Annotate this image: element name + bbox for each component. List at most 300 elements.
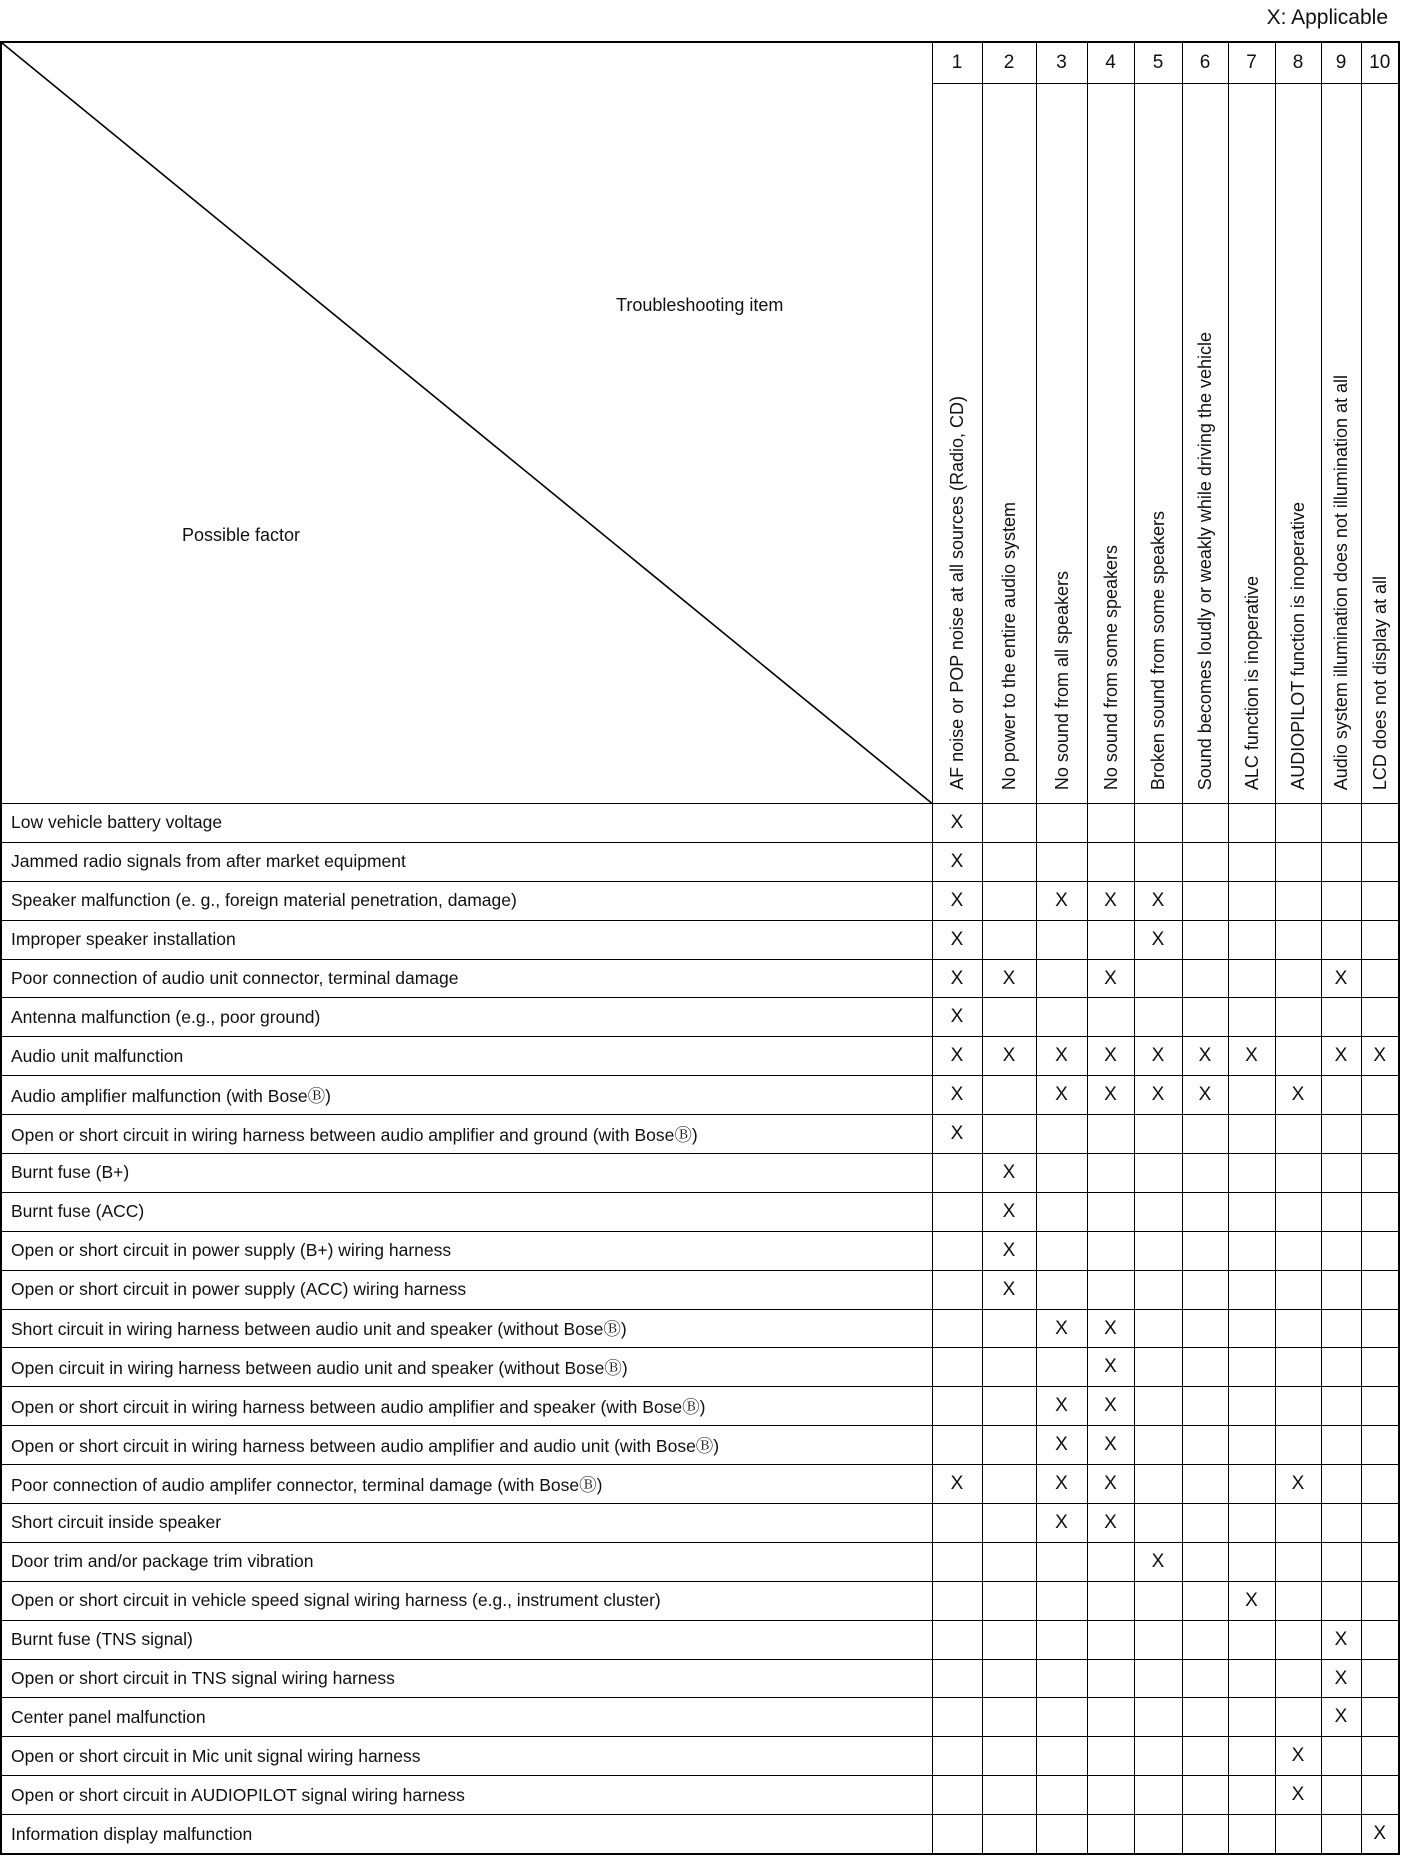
empty-cell xyxy=(1228,1426,1275,1465)
empty-cell xyxy=(1036,1581,1087,1620)
possible-factor-label: Possible factor xyxy=(182,525,301,545)
applicable-mark: X xyxy=(982,1154,1036,1193)
empty-cell xyxy=(1321,1815,1361,1854)
table-row xyxy=(1,842,1399,881)
empty-cell xyxy=(1182,959,1228,998)
empty-cell xyxy=(1087,1815,1134,1854)
factor-cell: Short circuit in wiring harness between audio unit and speaker (without BoseⒷ) xyxy=(1,1309,932,1348)
applicable-mark: X xyxy=(1036,881,1087,920)
empty-cell xyxy=(1321,1076,1361,1115)
applicable-mark: X xyxy=(982,1192,1036,1231)
empty-cell xyxy=(932,1426,982,1465)
column-number: 5 xyxy=(1134,42,1182,84)
empty-cell xyxy=(1228,1542,1275,1581)
table-row xyxy=(1,1115,1399,1154)
empty-cell xyxy=(1036,1270,1087,1309)
applicable-mark: X xyxy=(1134,1542,1182,1581)
factor-cell: Door trim and/or package trim vibration xyxy=(1,1542,932,1581)
empty-cell xyxy=(1361,1348,1399,1387)
empty-cell xyxy=(932,1231,982,1270)
empty-cell xyxy=(1361,1776,1399,1815)
column-header-label: Sound becomes loudly or weakly while driving the vehicle xyxy=(1195,331,1215,790)
empty-cell xyxy=(1134,1698,1182,1737)
empty-cell xyxy=(1228,998,1275,1037)
table-row xyxy=(1,1309,1399,1348)
corner-header xyxy=(1,42,932,804)
applicable-mark: X xyxy=(932,959,982,998)
empty-cell xyxy=(1182,1270,1228,1309)
table-row xyxy=(1,1504,1399,1543)
empty-cell xyxy=(1361,1659,1399,1698)
empty-cell xyxy=(1087,1270,1134,1309)
applicable-mark: X xyxy=(982,1037,1036,1076)
applicable-mark: X xyxy=(1321,1620,1361,1659)
empty-cell xyxy=(1134,1270,1182,1309)
empty-cell xyxy=(982,1387,1036,1426)
empty-cell xyxy=(1228,1076,1275,1115)
empty-cell xyxy=(1182,1698,1228,1737)
empty-cell xyxy=(932,1504,982,1543)
factor-cell: Burnt fuse (ACC) xyxy=(1,1192,932,1231)
empty-cell xyxy=(1228,1659,1275,1698)
empty-cell xyxy=(1321,1115,1361,1154)
empty-cell xyxy=(1036,998,1087,1037)
table-row xyxy=(1,1387,1399,1426)
empty-cell xyxy=(1182,1154,1228,1193)
empty-cell xyxy=(1134,804,1182,843)
empty-cell xyxy=(1228,1620,1275,1659)
column-header-label: LCD does not display at all xyxy=(1369,575,1390,790)
empty-cell xyxy=(1275,1659,1321,1698)
applicable-mark: X xyxy=(932,842,982,881)
column-header xyxy=(1361,84,1399,804)
empty-cell xyxy=(1182,842,1228,881)
empty-cell xyxy=(982,1309,1036,1348)
empty-cell xyxy=(932,1154,982,1193)
table-row xyxy=(1,1581,1399,1620)
empty-cell xyxy=(1036,1542,1087,1581)
factor-cell: Audio unit malfunction xyxy=(1,1037,932,1076)
empty-cell xyxy=(1182,804,1228,843)
applicable-mark: X xyxy=(1275,1076,1321,1115)
empty-cell xyxy=(1036,804,1087,843)
empty-cell xyxy=(1361,842,1399,881)
empty-cell xyxy=(1134,842,1182,881)
empty-cell xyxy=(1321,804,1361,843)
empty-cell xyxy=(1228,1231,1275,1270)
factor-cell: Center panel malfunction xyxy=(1,1698,932,1737)
applicable-mark: X xyxy=(1134,1076,1182,1115)
column-header xyxy=(1275,84,1321,804)
applicable-mark: X xyxy=(1275,1465,1321,1504)
column-header-label: No sound from some speakers xyxy=(1100,544,1121,790)
empty-cell xyxy=(1361,1542,1399,1581)
empty-cell xyxy=(1275,1815,1321,1854)
empty-cell xyxy=(932,1581,982,1620)
empty-cell xyxy=(1036,959,1087,998)
empty-cell xyxy=(1134,1426,1182,1465)
empty-cell xyxy=(932,1620,982,1659)
empty-cell xyxy=(1321,881,1361,920)
applicable-mark: X xyxy=(932,1037,982,1076)
empty-cell xyxy=(1134,1581,1182,1620)
column-number: 7 xyxy=(1228,42,1275,84)
table-row xyxy=(1,1192,1399,1231)
empty-cell xyxy=(1036,1192,1087,1231)
empty-cell xyxy=(1361,1465,1399,1504)
table-row xyxy=(1,1076,1399,1115)
empty-cell xyxy=(1275,1504,1321,1543)
empty-cell xyxy=(1275,1231,1321,1270)
table-row xyxy=(1,1270,1399,1309)
applicable-mark: X xyxy=(1087,1465,1134,1504)
empty-cell xyxy=(982,1620,1036,1659)
empty-cell xyxy=(1321,1154,1361,1193)
empty-cell xyxy=(1275,842,1321,881)
empty-cell xyxy=(1275,1698,1321,1737)
empty-cell xyxy=(1275,1387,1321,1426)
factor-cell: Jammed radio signals from after market equipment xyxy=(1,842,932,881)
factor-cell: Burnt fuse (B+) xyxy=(1,1154,932,1193)
applicable-mark: X xyxy=(1087,1037,1134,1076)
applicable-mark: X xyxy=(932,804,982,843)
factor-cell: Open or short circuit in wiring harness between audio amplifier and audio unit (with BoseⒷ) xyxy=(1,1426,932,1465)
empty-cell xyxy=(1361,1154,1399,1193)
empty-cell xyxy=(1228,1504,1275,1543)
empty-cell xyxy=(1361,1387,1399,1426)
applicable-mark: X xyxy=(1321,1037,1361,1076)
applicable-mark: X xyxy=(1134,920,1182,959)
table-row xyxy=(1,1737,1399,1776)
legend-applicable: X: Applicable xyxy=(1266,6,1388,29)
applicable-mark: X xyxy=(982,1231,1036,1270)
empty-cell xyxy=(1134,1815,1182,1854)
empty-cell xyxy=(932,1348,982,1387)
empty-cell xyxy=(1228,1387,1275,1426)
empty-cell xyxy=(1134,1348,1182,1387)
empty-cell xyxy=(1182,1465,1228,1504)
empty-cell xyxy=(1361,1620,1399,1659)
factor-cell: Open or short circuit in power supply (B+) wiring harness xyxy=(1,1231,932,1270)
applicable-mark: X xyxy=(1036,1504,1087,1543)
empty-cell xyxy=(1087,1698,1134,1737)
empty-cell xyxy=(1036,1620,1087,1659)
column-number-row xyxy=(1,42,1399,84)
applicable-mark: X xyxy=(1134,881,1182,920)
empty-cell xyxy=(1275,1309,1321,1348)
empty-cell xyxy=(1134,1115,1182,1154)
column-number: 4 xyxy=(1087,42,1134,84)
empty-cell xyxy=(1036,1815,1087,1854)
column-number: 10 xyxy=(1361,42,1399,84)
factor-cell: Antenna malfunction (e.g., poor ground) xyxy=(1,998,932,1037)
empty-cell xyxy=(1228,804,1275,843)
table-row xyxy=(1,1348,1399,1387)
empty-cell xyxy=(1087,1231,1134,1270)
empty-cell xyxy=(1228,920,1275,959)
empty-cell xyxy=(1321,920,1361,959)
table-row xyxy=(1,1815,1399,1854)
column-number: 1 xyxy=(932,42,982,84)
empty-cell xyxy=(982,1348,1036,1387)
column-number: 2 xyxy=(982,42,1036,84)
empty-cell xyxy=(1087,1154,1134,1193)
empty-cell xyxy=(1087,1659,1134,1698)
empty-cell xyxy=(1321,998,1361,1037)
empty-cell xyxy=(1182,1231,1228,1270)
column-number: 9 xyxy=(1321,42,1361,84)
applicable-mark: X xyxy=(1228,1037,1275,1076)
factor-cell: Speaker malfunction (e. g., foreign material penetration, damage) xyxy=(1,881,932,920)
applicable-mark: X xyxy=(1087,1076,1134,1115)
empty-cell xyxy=(1134,1776,1182,1815)
empty-cell xyxy=(982,1581,1036,1620)
table-row xyxy=(1,1154,1399,1193)
empty-cell xyxy=(1321,1776,1361,1815)
empty-cell xyxy=(932,1387,982,1426)
column-header-label: AUDIOPILOT function is inoperative xyxy=(1288,502,1308,790)
empty-cell xyxy=(1182,1504,1228,1543)
empty-cell xyxy=(1275,1542,1321,1581)
troubleshooting-matrix xyxy=(0,41,1400,1855)
applicable-mark: X xyxy=(932,920,982,959)
table-row xyxy=(1,959,1399,998)
table-row xyxy=(1,881,1399,920)
factor-cell: Improper speaker installation xyxy=(1,920,932,959)
empty-cell xyxy=(1361,998,1399,1037)
factor-cell: Open circuit in wiring harness between audio unit and speaker (without BoseⒷ) xyxy=(1,1348,932,1387)
empty-cell xyxy=(1321,1737,1361,1776)
empty-cell xyxy=(1361,1076,1399,1115)
factor-cell: Open or short circuit in power supply (ACC) wiring harness xyxy=(1,1270,932,1309)
applicable-mark: X xyxy=(1275,1737,1321,1776)
applicable-mark: X xyxy=(932,1115,982,1154)
empty-cell xyxy=(1182,1309,1228,1348)
empty-cell xyxy=(982,998,1036,1037)
empty-cell xyxy=(1182,1192,1228,1231)
empty-cell xyxy=(1361,1737,1399,1776)
empty-cell xyxy=(982,1698,1036,1737)
factor-cell: Poor connection of audio amplifer connector, terminal damage (with BoseⒷ) xyxy=(1,1465,932,1504)
factor-cell: Open or short circuit in AUDIOPILOT signal wiring harness xyxy=(1,1776,932,1815)
empty-cell xyxy=(982,1776,1036,1815)
factor-cell: Burnt fuse (TNS signal) xyxy=(1,1620,932,1659)
empty-cell xyxy=(1321,1309,1361,1348)
column-header-label: No power to the entire audio system xyxy=(999,501,1019,790)
empty-cell xyxy=(1182,1776,1228,1815)
factor-cell: Audio amplifier malfunction (with BoseⒷ) xyxy=(1,1076,932,1115)
empty-cell xyxy=(1321,1270,1361,1309)
empty-cell xyxy=(1134,998,1182,1037)
empty-cell xyxy=(1228,1192,1275,1231)
column-header-label: AF noise or POP noise at all sources (Radio, CD) xyxy=(947,396,967,790)
empty-cell xyxy=(1228,1270,1275,1309)
empty-cell xyxy=(932,1737,982,1776)
empty-cell xyxy=(1321,1465,1361,1504)
applicable-mark: X xyxy=(1321,1698,1361,1737)
empty-cell xyxy=(1182,1387,1228,1426)
troubleshooting-item-label: Troubleshooting item xyxy=(616,295,784,315)
empty-cell xyxy=(1321,1542,1361,1581)
empty-cell xyxy=(1275,1154,1321,1193)
empty-cell xyxy=(1182,1426,1228,1465)
empty-cell xyxy=(1321,1426,1361,1465)
empty-cell xyxy=(1036,1115,1087,1154)
empty-cell xyxy=(982,1659,1036,1698)
table-row xyxy=(1,1542,1399,1581)
empty-cell xyxy=(1182,1115,1228,1154)
empty-cell xyxy=(1182,998,1228,1037)
empty-cell xyxy=(932,1309,982,1348)
empty-cell xyxy=(1361,1231,1399,1270)
applicable-mark: X xyxy=(1087,1387,1134,1426)
empty-cell xyxy=(1134,1309,1182,1348)
applicable-mark: X xyxy=(1036,1037,1087,1076)
empty-cell xyxy=(1087,998,1134,1037)
empty-cell xyxy=(982,920,1036,959)
empty-cell xyxy=(1036,1698,1087,1737)
empty-cell xyxy=(1275,1426,1321,1465)
column-header-label: ALC function is inoperative xyxy=(1241,575,1262,790)
empty-cell xyxy=(1275,881,1321,920)
empty-cell xyxy=(1134,1465,1182,1504)
empty-cell xyxy=(982,1542,1036,1581)
column-header xyxy=(1228,84,1275,804)
applicable-mark: X xyxy=(1036,1465,1087,1504)
factor-cell: Open or short circuit in Mic unit signal wiring harness xyxy=(1,1737,932,1776)
empty-cell xyxy=(1134,1620,1182,1659)
factor-cell: Information display malfunction xyxy=(1,1815,932,1854)
empty-cell xyxy=(1321,1504,1361,1543)
empty-cell xyxy=(932,1542,982,1581)
empty-cell xyxy=(1321,842,1361,881)
column-header xyxy=(1087,84,1134,804)
empty-cell xyxy=(982,1737,1036,1776)
column-number: 3 xyxy=(1036,42,1087,84)
empty-cell xyxy=(1087,1115,1134,1154)
empty-cell xyxy=(1321,1231,1361,1270)
empty-cell xyxy=(1321,1348,1361,1387)
empty-cell xyxy=(1182,1542,1228,1581)
empty-cell xyxy=(1361,1115,1399,1154)
empty-cell xyxy=(1036,1659,1087,1698)
applicable-mark: X xyxy=(932,1076,982,1115)
empty-cell xyxy=(1361,1426,1399,1465)
empty-cell xyxy=(1182,1348,1228,1387)
column-header xyxy=(1182,84,1228,804)
empty-cell xyxy=(1087,1620,1134,1659)
table-row xyxy=(1,1465,1399,1504)
empty-cell xyxy=(1182,1737,1228,1776)
empty-cell xyxy=(1275,959,1321,998)
applicable-mark: X xyxy=(1087,881,1134,920)
empty-cell xyxy=(1275,1037,1321,1076)
empty-cell xyxy=(1036,1231,1087,1270)
empty-cell xyxy=(1087,1581,1134,1620)
empty-cell xyxy=(982,1426,1036,1465)
column-number: 6 xyxy=(1182,42,1228,84)
empty-cell xyxy=(1036,920,1087,959)
column-header xyxy=(932,84,982,804)
empty-cell xyxy=(1361,1581,1399,1620)
empty-cell xyxy=(1228,1737,1275,1776)
column-header xyxy=(1134,84,1182,804)
empty-cell xyxy=(982,1504,1036,1543)
empty-cell xyxy=(982,1115,1036,1154)
table-row xyxy=(1,1776,1399,1815)
empty-cell xyxy=(1087,1192,1134,1231)
empty-cell xyxy=(1182,920,1228,959)
empty-cell xyxy=(1361,804,1399,843)
empty-cell xyxy=(1361,881,1399,920)
empty-cell xyxy=(1182,1620,1228,1659)
empty-cell xyxy=(1361,1504,1399,1543)
empty-cell xyxy=(1361,1309,1399,1348)
empty-cell xyxy=(982,881,1036,920)
empty-cell xyxy=(1361,1270,1399,1309)
column-header-label: Audio system illumination does not illumination at all xyxy=(1331,374,1351,790)
applicable-mark: X xyxy=(932,881,982,920)
empty-cell xyxy=(1134,1737,1182,1776)
diagonal-divider xyxy=(2,43,932,803)
empty-cell xyxy=(1275,998,1321,1037)
factor-cell: Open or short circuit in wiring harness between audio amplifier and ground (with BoseⒷ) xyxy=(1,1115,932,1154)
applicable-mark: X xyxy=(1036,1309,1087,1348)
applicable-mark: X xyxy=(1087,959,1134,998)
empty-cell xyxy=(1134,1154,1182,1193)
applicable-mark: X xyxy=(1182,1076,1228,1115)
applicable-mark: X xyxy=(1087,1348,1134,1387)
empty-cell xyxy=(1275,1620,1321,1659)
applicable-mark: X xyxy=(1321,1659,1361,1698)
empty-cell xyxy=(1087,1737,1134,1776)
empty-cell xyxy=(1361,959,1399,998)
empty-cell xyxy=(1182,1581,1228,1620)
applicable-mark: X xyxy=(932,998,982,1037)
empty-cell xyxy=(1228,881,1275,920)
applicable-mark: X xyxy=(1228,1581,1275,1620)
table-row xyxy=(1,1698,1399,1737)
empty-cell xyxy=(1182,881,1228,920)
applicable-mark: X xyxy=(1275,1776,1321,1815)
empty-cell xyxy=(982,1465,1036,1504)
applicable-mark: X xyxy=(982,1270,1036,1309)
empty-cell xyxy=(1275,1192,1321,1231)
empty-cell xyxy=(982,1815,1036,1854)
empty-cell xyxy=(1228,1776,1275,1815)
applicable-mark: X xyxy=(1087,1426,1134,1465)
empty-cell xyxy=(1036,842,1087,881)
empty-cell xyxy=(1087,804,1134,843)
factor-cell: Short circuit inside speaker xyxy=(1,1504,932,1543)
empty-cell xyxy=(1036,1737,1087,1776)
empty-cell xyxy=(1228,1698,1275,1737)
table-row xyxy=(1,1659,1399,1698)
empty-cell xyxy=(1228,959,1275,998)
empty-cell xyxy=(1361,920,1399,959)
table-row xyxy=(1,804,1399,843)
empty-cell xyxy=(1087,920,1134,959)
empty-cell xyxy=(1134,1192,1182,1231)
column-header xyxy=(1321,84,1361,804)
empty-cell xyxy=(1228,1154,1275,1193)
applicable-mark: X xyxy=(1087,1504,1134,1543)
applicable-mark: X xyxy=(1036,1426,1087,1465)
empty-cell xyxy=(1087,1542,1134,1581)
empty-cell xyxy=(1228,1815,1275,1854)
empty-cell xyxy=(982,1076,1036,1115)
column-header xyxy=(1036,84,1087,804)
